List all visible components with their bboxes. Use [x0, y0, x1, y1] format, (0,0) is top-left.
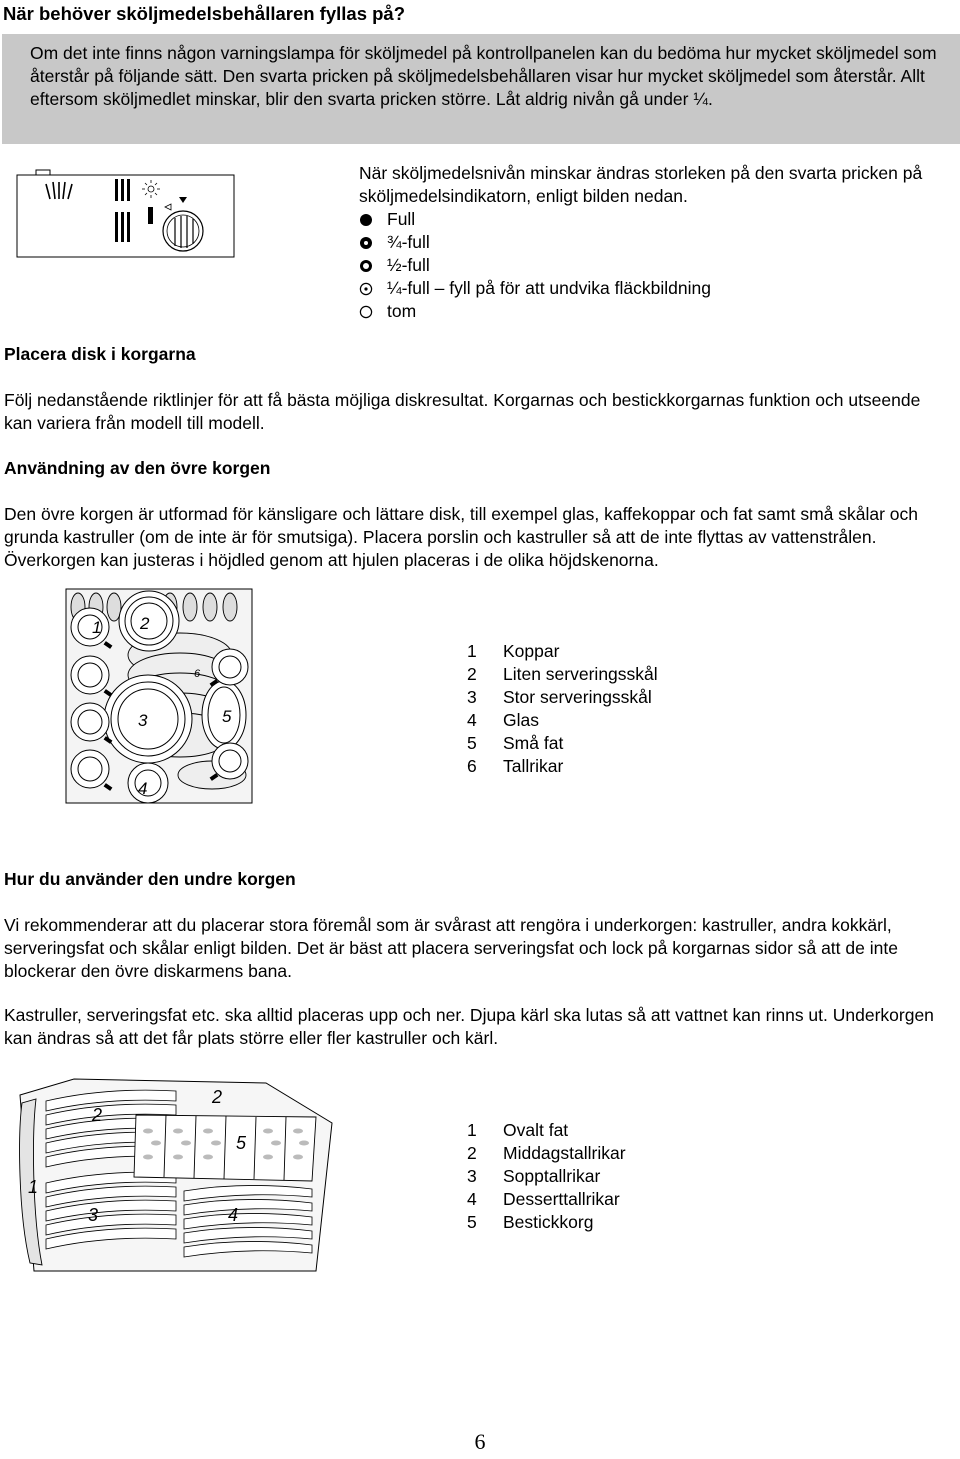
figure-label: 3	[138, 711, 148, 730]
section-heading-upper: Användning av den övre korgen	[4, 458, 271, 478]
legend-item: 2 Liten serveringsskål	[467, 664, 658, 684]
section-heading-place: Placera disk i korgarna	[4, 344, 196, 364]
indicator-level: Full	[359, 208, 929, 231]
full-dot-icon	[359, 213, 373, 227]
legend-item: 6 Tallrikar	[467, 756, 564, 776]
info-box	[2, 34, 960, 144]
quarter-dot-icon	[359, 282, 373, 296]
indicator-levels	[359, 208, 929, 323]
legend-item: 4 Glas	[467, 710, 539, 730]
half-dot-icon	[359, 259, 373, 273]
indicator-level: ¼-full – fyll på för att undvika fläckbildning	[359, 277, 929, 300]
upper-basket-illustration	[62, 585, 257, 807]
three-quarter-dot-icon	[359, 236, 373, 250]
legend-item: 5 Små fat	[467, 733, 564, 753]
figure-label: 1	[28, 1177, 39, 1197]
indicator-level: tom	[359, 300, 929, 323]
indicator-level: ¾-full	[359, 231, 929, 254]
legend-item: 1 Koppar	[467, 641, 560, 661]
indicator-level: ½-full	[359, 254, 929, 277]
figure-label: 6	[194, 668, 201, 680]
figure-label: 4	[138, 779, 148, 798]
figure-label: 5	[236, 1133, 247, 1153]
legend-item: 2 Middagstallrikar	[467, 1143, 626, 1163]
info-text: Om det inte finns någon varningslampa för sköljmedel på kontrollpanelen kan du bedöma hur mycket sköljmedel som återstår på följande sätt. Den svarta pricken på sköljmedelsbehållaren visar hur mycket sköljmedel som återstår. Allt eftersom sköljmedlet minskar, blir den svarta pricken större. Låt aldrig nivån gå under ¼.	[30, 43, 937, 109]
section-text-upper: Den övre korgen är utformad för känsligare och lättare disk, till exempel glas, kaffekoppar och fat samt små skålar och grunda kastruller (om de inte är för smutsiga). Placera porslin och kastruller så att de inte flyttas av vattenstrålen. Överkorgen kan justeras i höjdled genom att hjulen placeras i de olika höjdskenorna.	[4, 504, 918, 570]
page-number: 6	[474, 1429, 486, 1454]
indicator-section	[359, 162, 929, 323]
rinse-aid-dispenser-illustration	[16, 168, 236, 260]
figure-label: 2	[212, 1087, 223, 1107]
legend-item: 3 Sopptallrikar	[467, 1166, 601, 1186]
section-text-lower-1: Vi rekommenderar att du placerar stora föremål som är svårast att rengöra i underkorgen: kastruller, andra kokkärl, serveringsfat och skålar enligt bilden. Det är bäst att placera serveringsfat och lock på korgarnas sidor så att de inte blockerar den övre diskarmens bana.	[4, 915, 898, 981]
empty-dot-icon	[359, 305, 373, 319]
legend-item: 1 Ovalt fat	[467, 1120, 569, 1140]
figure-label: 5	[222, 707, 232, 726]
section-heading-lower: Hur du använder den undre korgen	[4, 869, 296, 889]
figure-label: 2	[140, 614, 150, 633]
figure-label: 1	[92, 618, 102, 637]
legend-item: 4 Desserttallrikar	[467, 1189, 620, 1209]
lower-basket-legend	[467, 1119, 626, 1234]
figure-label: 4	[228, 1205, 239, 1225]
page-title: När behöver sköljmedelsbehållaren fyllas på?	[3, 3, 406, 24]
indicator-intro: När sköljmedelsnivån minskar ändras storleken på den svarta pricken på sköljmedelsindikatorn, enligt bilden nedan.	[359, 163, 923, 206]
legend-item: 3 Stor serveringsskål	[467, 687, 652, 707]
section-text-lower-2: Kastruller, serveringsfat etc. ska alltid placeras upp och ner. Djupa kärl ska lutas så att vattnet kan rinns ut. Underkorgen kan ändras så att det får plats större eller fler kastruller och kärl.	[4, 1005, 934, 1048]
upper-basket-legend	[467, 640, 658, 778]
figure-label: 2	[92, 1105, 103, 1125]
section-text-place: Följ nedanstående riktlinjer för att få bästa möjliga diskresultat. Korgarnas och bestickkorgarnas funktion och utseende kan variera från modell till modell.	[4, 390, 921, 433]
figure-label: 3	[88, 1205, 99, 1225]
lower-basket-illustration	[16, 1073, 336, 1278]
legend-item: 5 Bestickkorg	[467, 1212, 594, 1232]
